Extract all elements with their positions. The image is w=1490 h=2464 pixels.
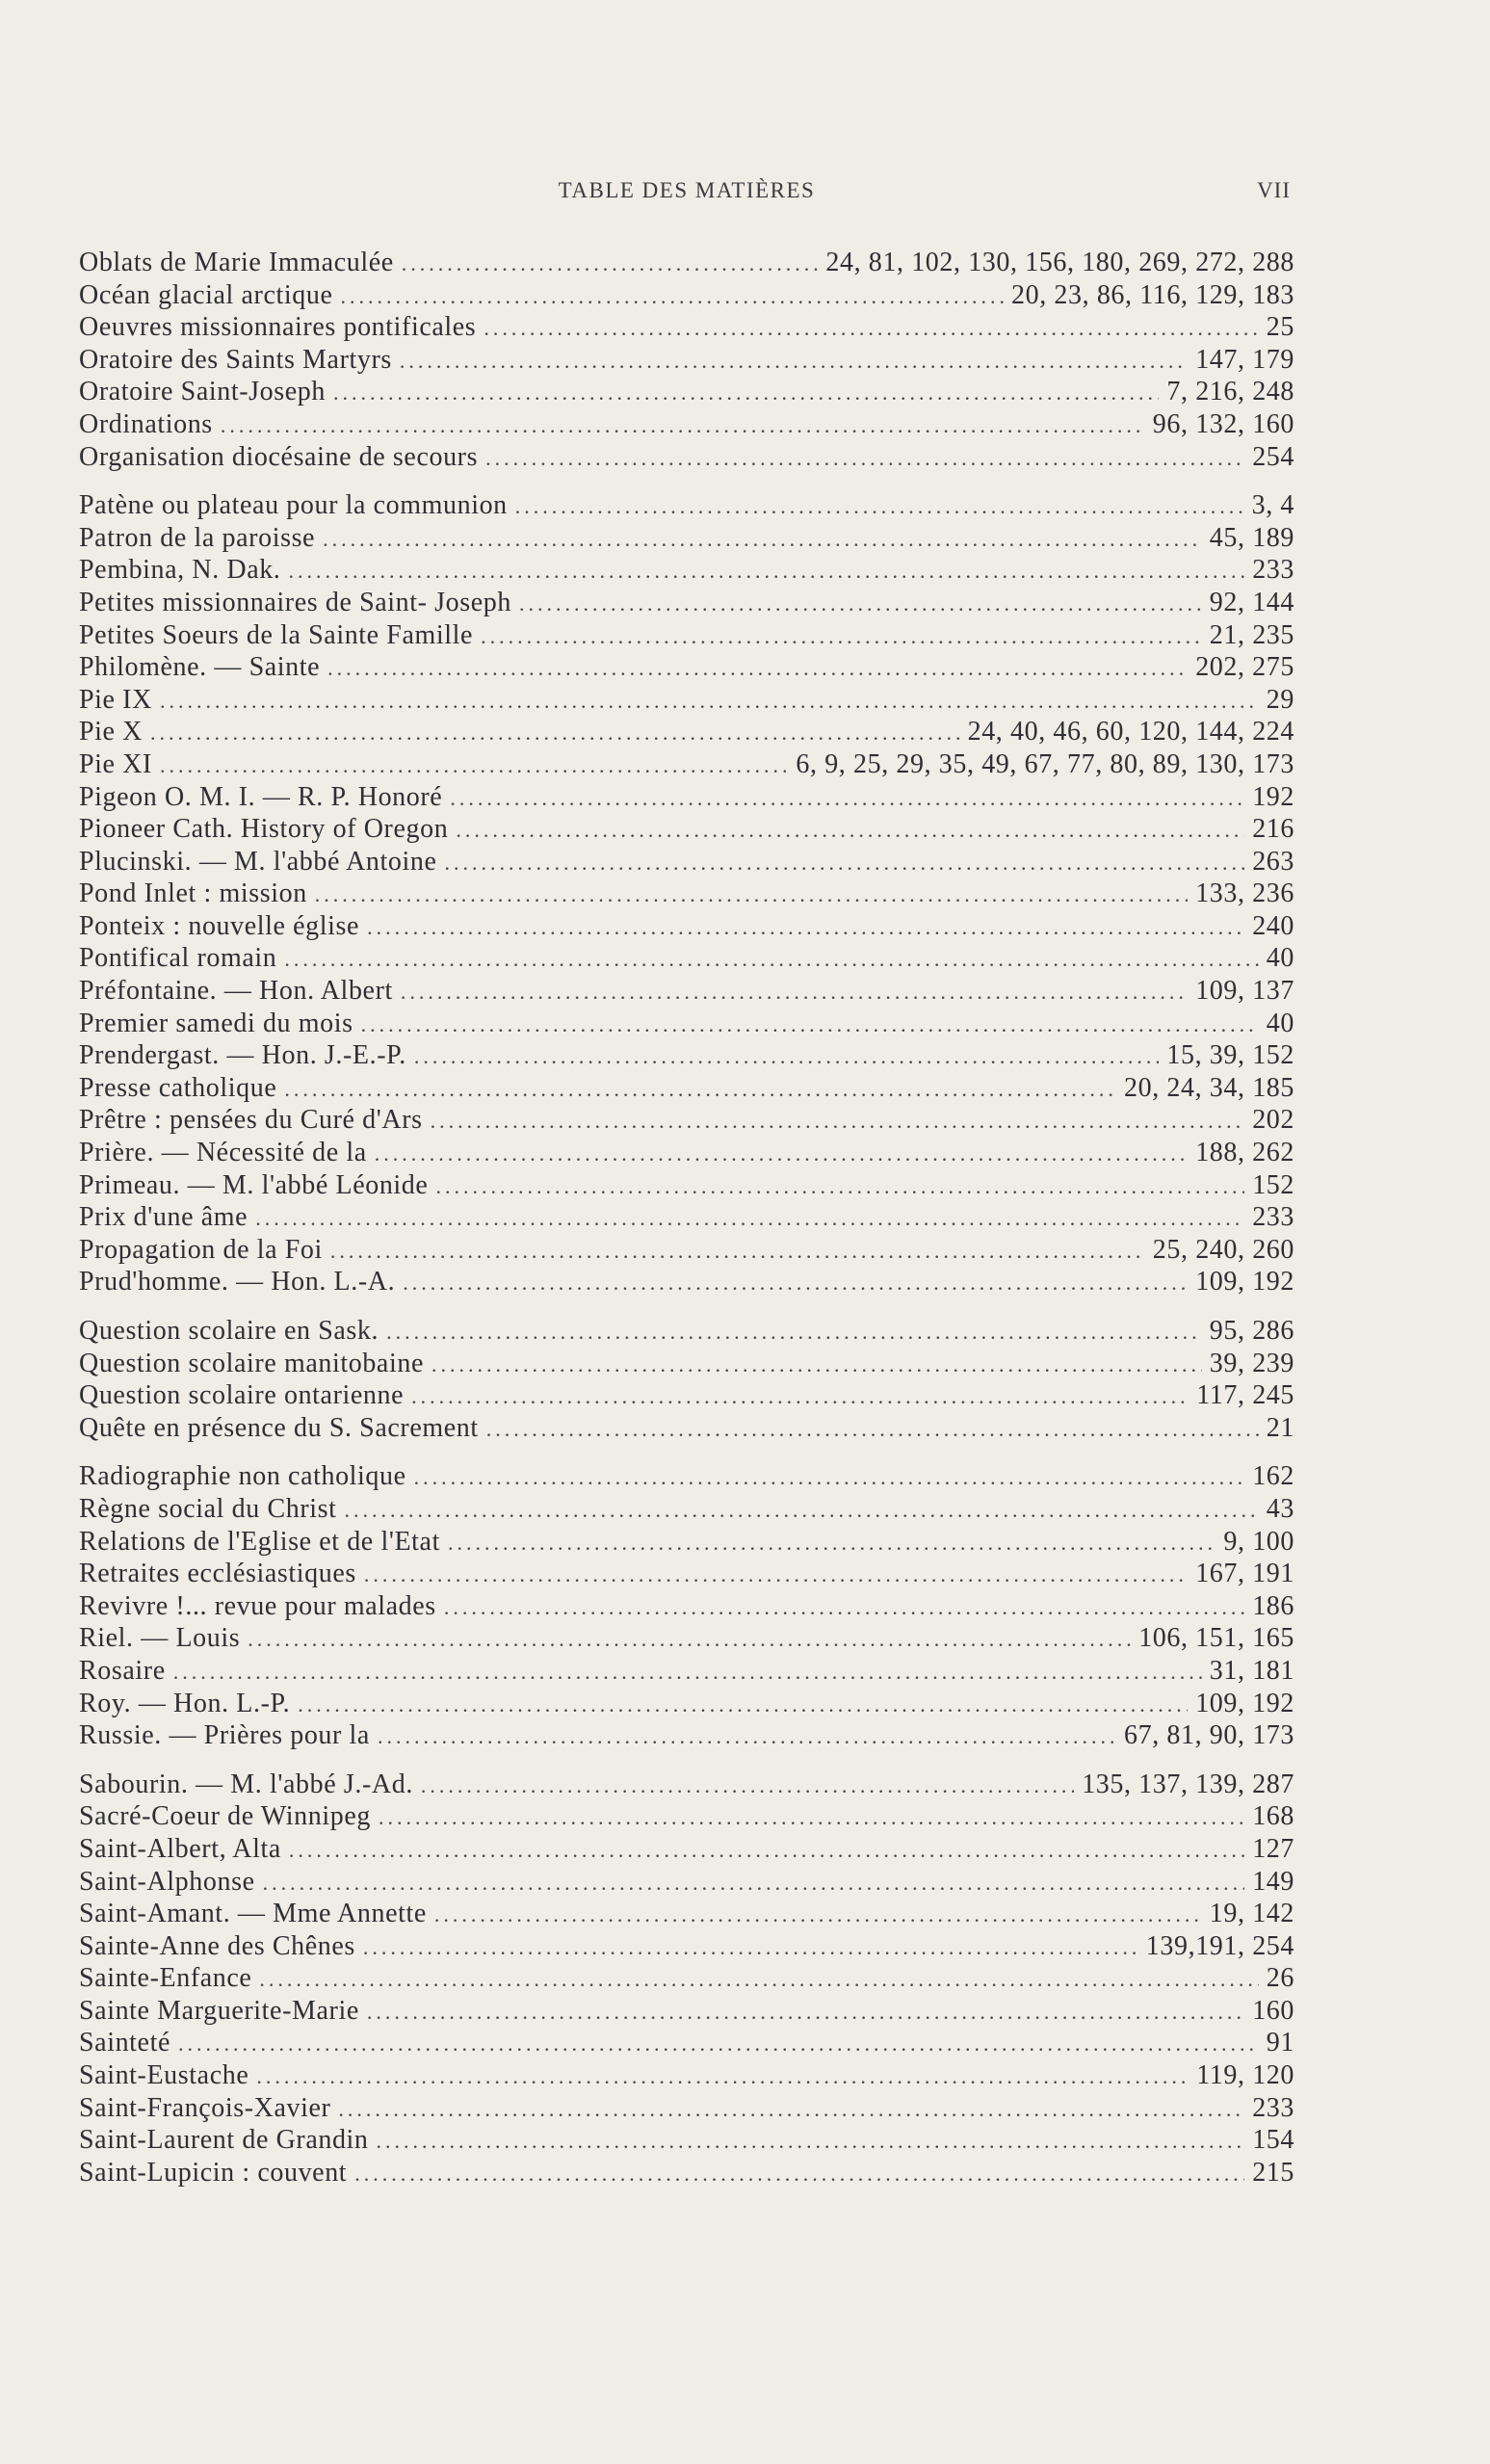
entry-term: Ponteix : nouvelle église	[79, 910, 360, 941]
entry-term: Saint-Laurent de Grandin	[79, 2125, 369, 2156]
entry-pages: 91	[1266, 2028, 1294, 2058]
entry-pages: 9, 100	[1223, 1526, 1294, 1557]
dot-leader	[361, 1009, 1259, 1041]
index-entry	[79, 846, 1294, 878]
entry-pages: 96, 132, 160	[1152, 408, 1294, 439]
entry-pages: 25, 240, 260	[1152, 1234, 1294, 1265]
entry-pages: 215	[1252, 2157, 1294, 2188]
dot-leader	[431, 1349, 1202, 1381]
entry-term: Pembina, N. Dak.	[79, 555, 281, 586]
entry-pages: 43	[1266, 1493, 1294, 1524]
index-entry	[79, 1590, 1294, 1623]
entry-term: Organisation diocésaine de secours	[79, 441, 479, 472]
dot-leader	[414, 1040, 1160, 1073]
index-entry	[79, 1137, 1294, 1169]
dot-leader	[435, 1170, 1244, 1203]
dot-leader	[481, 620, 1202, 653]
entry-pages: 135, 137, 139, 287	[1082, 1769, 1294, 1799]
index-entry	[79, 1655, 1294, 1688]
index-entry	[79, 1719, 1294, 1752]
index-entry	[79, 489, 1294, 522]
index-group	[79, 1769, 1294, 2189]
index-group	[79, 1315, 1294, 1444]
entry-term: Russie. — Prières pour la	[79, 1720, 370, 1751]
entry-pages: 6, 9, 25, 29, 35, 49, 67, 77, 80, 89, 130, 173	[796, 748, 1294, 779]
dot-leader	[363, 1931, 1138, 1964]
dot-leader	[367, 911, 1244, 944]
entry-term: Sainte Marguerite-Marie	[79, 1995, 359, 2026]
entry-term: Pie X	[79, 717, 143, 747]
dot-leader	[315, 878, 1188, 911]
entry-term: Presse catholique	[79, 1072, 277, 1103]
dot-leader	[400, 345, 1188, 378]
entry-term: Océan glacial arctique	[79, 279, 333, 310]
index-entry	[79, 1898, 1294, 1930]
dot-leader	[486, 1413, 1259, 1446]
entry-pages: 167, 191	[1195, 1559, 1294, 1589]
index-entry	[79, 910, 1294, 943]
index-entry	[79, 587, 1294, 619]
dot-leader	[401, 976, 1188, 1009]
index-entry	[79, 311, 1294, 344]
entry-pages: 154	[1252, 2125, 1294, 2156]
entry-term: Primeau. — M. l'abbé Léonide	[79, 1169, 429, 1200]
entry-pages: 109, 192	[1195, 1267, 1294, 1298]
entry-pages: 162	[1252, 1461, 1294, 1492]
dot-leader	[450, 782, 1244, 815]
index-entry	[79, 1072, 1294, 1105]
dot-leader	[378, 1720, 1116, 1753]
entry-pages: 192	[1252, 781, 1294, 812]
index-entry	[79, 1008, 1294, 1040]
dot-leader	[341, 280, 1005, 313]
entry-pages: 240	[1252, 910, 1294, 941]
index-entry	[79, 1769, 1294, 1801]
index-entry	[79, 1800, 1294, 1833]
entry-pages: 139,191, 254	[1145, 1930, 1294, 1961]
index-group	[79, 1460, 1294, 1751]
dot-leader	[259, 1963, 1258, 1996]
dot-leader	[377, 2125, 1245, 2158]
entry-term: Petites Soeurs de la Sainte Famille	[79, 619, 474, 650]
entry-pages: 216	[1252, 814, 1294, 845]
index-entry	[79, 2124, 1294, 2157]
entry-pages: 202, 275	[1195, 652, 1294, 683]
index-entry	[79, 408, 1294, 441]
dot-leader	[173, 1656, 1202, 1689]
dot-leader	[519, 588, 1202, 620]
dot-leader	[221, 409, 1145, 442]
entry-term: Prendergast. — Hon. J.-E.-P.	[79, 1040, 406, 1071]
index-entry	[79, 781, 1294, 814]
index-entry	[79, 748, 1294, 781]
index-entry	[79, 279, 1294, 312]
dot-leader	[256, 2060, 1189, 2093]
entry-term: Pond Inlet : mission	[79, 878, 307, 909]
entry-term: Saint-Eustache	[79, 2060, 249, 2091]
dot-leader	[288, 555, 1244, 588]
index-entry	[79, 1348, 1294, 1380]
entry-term: Saint-Albert, Alta	[79, 1833, 281, 1864]
entry-pages: 39, 239	[1209, 1348, 1294, 1378]
entry-term: Prêtre : pensées du Curé d'Ars	[79, 1105, 423, 1136]
index-entry	[79, 684, 1294, 717]
dot-leader	[284, 943, 1258, 976]
entry-term: Question scolaire manitobaine	[79, 1348, 424, 1378]
dot-leader	[333, 377, 1159, 409]
index-group	[79, 489, 1294, 1298]
index-entry	[79, 1526, 1294, 1559]
entry-pages: 21	[1266, 1412, 1294, 1443]
entry-pages: 109, 137	[1195, 976, 1294, 1007]
entry-pages: 133, 236	[1195, 878, 1294, 909]
dot-leader	[434, 1899, 1202, 1931]
entry-term: Pontifical romain	[79, 943, 277, 974]
entry-term: Rosaire	[79, 1655, 166, 1686]
entry-term: Roy. — Hon. L.-P.	[79, 1688, 291, 1718]
entry-pages: 24, 40, 46, 60, 120, 144, 224	[967, 717, 1294, 747]
entry-term: Relations de l'Eglise et de l'Etat	[79, 1526, 440, 1557]
entry-pages: 31, 181	[1209, 1655, 1294, 1686]
page-number: VII	[1257, 178, 1291, 202]
entry-pages: 147, 179	[1195, 344, 1294, 375]
entry-pages: 109, 192	[1195, 1688, 1294, 1718]
index-entry	[79, 2027, 1294, 2059]
entry-term: Pie IX	[79, 684, 152, 715]
index-entry	[79, 1266, 1294, 1298]
entry-term: Pigeon O. M. I. — R. P. Honoré	[79, 781, 443, 812]
dot-leader	[284, 1073, 1116, 1106]
index-entry	[79, 376, 1294, 408]
index-entry	[79, 1930, 1294, 1963]
index-entry	[79, 441, 1294, 474]
index-entry	[79, 1169, 1294, 1202]
index-entry	[79, 1833, 1294, 1866]
entry-term: Prud'homme. — Hon. L.-A.	[79, 1267, 396, 1298]
index-entry	[79, 1995, 1294, 2028]
entry-pages: 106, 151, 165	[1138, 1623, 1294, 1654]
entry-term: Sacré-Coeur de Winnipeg	[79, 1801, 371, 1832]
index-entry	[79, 1201, 1294, 1234]
dot-leader	[379, 1801, 1244, 1834]
entry-term: Pie XI	[79, 748, 152, 779]
entry-pages: 20, 24, 34, 185	[1124, 1072, 1294, 1103]
dot-leader	[345, 1494, 1259, 1527]
entry-term: Premier samedi du mois	[79, 1008, 353, 1038]
page-header	[79, 178, 1294, 217]
index-entry	[79, 554, 1294, 587]
dot-leader	[327, 652, 1188, 685]
index-entry	[79, 1104, 1294, 1137]
entry-term: Saint-Alphonse	[79, 1866, 255, 1897]
index-entry	[79, 522, 1294, 555]
entry-pages: 233	[1252, 555, 1294, 586]
entry-term: Quête en présence du S. Sacrement	[79, 1412, 479, 1443]
entry-pages: 117, 245	[1196, 1380, 1294, 1411]
entry-term: Propagation de la Foi	[79, 1234, 323, 1265]
index-entry	[79, 942, 1294, 975]
index-group	[79, 247, 1294, 473]
index-entry	[79, 651, 1294, 684]
dot-leader	[448, 1527, 1216, 1560]
entry-term: Saint-Lupicin : couvent	[79, 2157, 348, 2188]
entry-pages: 3, 4	[1251, 490, 1294, 521]
entry-term: Sabourin. — M. l'abbé J.-Ad.	[79, 1769, 413, 1799]
dot-leader	[421, 1769, 1074, 1802]
entry-term: Pioneer Cath. History of Oregon	[79, 814, 449, 845]
index-entry	[79, 2059, 1294, 2092]
entry-pages: 67, 81, 90, 173	[1124, 1720, 1294, 1751]
dot-leader	[150, 717, 960, 749]
entry-pages: 168	[1252, 1801, 1294, 1832]
dot-leader	[330, 1235, 1145, 1268]
entry-term: Revivre !... revue pour malades	[79, 1590, 436, 1621]
entry-term: Oblats de Marie Immaculée	[79, 248, 394, 277]
dot-leader	[354, 2158, 1244, 2190]
entry-term: Riel. — Louis	[79, 1623, 241, 1654]
index-entry	[79, 2092, 1294, 2125]
dot-leader	[160, 685, 1259, 718]
entry-pages: 19, 142	[1209, 1899, 1294, 1929]
entry-pages: 20, 23, 86, 116, 129, 183	[1011, 279, 1294, 310]
dot-leader	[431, 1105, 1245, 1138]
entry-term: Patène ou plateau pour la communion	[79, 490, 508, 521]
index-entry	[79, 1039, 1294, 1072]
dot-leader	[178, 2028, 1259, 2060]
index-entry	[79, 1412, 1294, 1445]
entry-pages: 119, 120	[1196, 2060, 1294, 2091]
entry-pages: 202	[1252, 1105, 1294, 1136]
entry-term: Saint-Amant. — Mme Annette	[79, 1899, 427, 1929]
entry-term: Préfontaine. — Hon. Albert	[79, 976, 393, 1007]
dot-leader	[263, 1867, 1245, 1900]
dot-leader	[338, 2093, 1244, 2126]
dot-leader	[323, 523, 1202, 556]
entry-pages: 40	[1266, 1008, 1294, 1038]
dot-leader	[248, 1623, 1131, 1656]
index-entry	[79, 1460, 1294, 1493]
entry-term: Oratoire des Saints Martyrs	[79, 344, 392, 375]
dot-leader	[444, 847, 1244, 879]
dot-leader	[484, 312, 1258, 345]
dot-leader	[367, 1996, 1244, 2029]
entry-pages: 95, 286	[1209, 1316, 1294, 1346]
entry-term: Patron de la paroisse	[79, 522, 316, 553]
entry-term: Sainteté	[79, 2028, 170, 2058]
dot-leader	[364, 1559, 1188, 1591]
entry-term: Prière. — Nécessité de la	[79, 1138, 367, 1168]
dot-leader	[255, 1202, 1244, 1235]
index-entry	[79, 1493, 1294, 1526]
index-entry	[79, 1866, 1294, 1899]
dot-leader	[298, 1689, 1188, 1721]
entry-pages: 25	[1266, 312, 1294, 343]
dot-leader	[411, 1380, 1189, 1413]
entry-pages: 45, 189	[1209, 522, 1294, 553]
entry-pages: 152	[1252, 1169, 1294, 1200]
entry-pages: 233	[1252, 2092, 1294, 2123]
dot-leader	[444, 1591, 1244, 1624]
dot-leader	[515, 490, 1244, 523]
entry-term: Petites missionnaires de Saint- Joseph	[79, 587, 511, 617]
entry-term: Question scolaire en Sask.	[79, 1316, 379, 1346]
entry-pages: 26	[1266, 1963, 1294, 1994]
page-title: TABLE DES MATIÈRES	[558, 178, 816, 202]
entry-pages: 188, 262	[1195, 1138, 1294, 1168]
index-entry	[79, 1379, 1294, 1412]
index-entry	[79, 344, 1294, 377]
entry-term: Ordinations	[79, 408, 213, 439]
index-entry	[79, 247, 1294, 279]
dot-leader	[456, 814, 1244, 847]
entry-pages: 15, 39, 152	[1166, 1040, 1294, 1071]
index-entry	[79, 619, 1294, 652]
entry-term: Oeuvres missionnaires pontificales	[79, 312, 477, 343]
entry-pages: 7, 216, 248	[1166, 377, 1294, 407]
index-entry	[79, 1622, 1294, 1655]
entry-term: Oratoire Saint-Joseph	[79, 377, 326, 407]
dot-leader	[386, 1316, 1202, 1349]
entry-pages: 29	[1266, 684, 1294, 715]
dot-leader	[160, 749, 788, 782]
entry-pages: 40	[1266, 943, 1294, 974]
entry-term: Philomène. — Sainte	[79, 652, 321, 683]
entry-pages: 24, 81, 102, 130, 156, 180, 269, 272, 288	[825, 248, 1294, 277]
index-entry	[79, 975, 1294, 1008]
entry-term: Retraites ecclésiastiques	[79, 1559, 356, 1589]
entry-pages: 263	[1252, 846, 1294, 877]
index-entry	[79, 1688, 1294, 1720]
dot-leader	[485, 442, 1244, 475]
entry-term: Question scolaire ontarienne	[79, 1380, 405, 1411]
entry-pages: 160	[1252, 1995, 1294, 2026]
entry-term: Prix d'une âme	[79, 1202, 248, 1233]
dot-leader	[403, 1267, 1188, 1299]
entry-pages: 92, 144	[1209, 587, 1294, 617]
index-entry	[79, 1558, 1294, 1590]
entry-term: Plucinski. — M. l'abbé Antoine	[79, 846, 437, 877]
entry-term: Radiographie non catholique	[79, 1461, 406, 1492]
index-entry	[79, 1315, 1294, 1348]
dot-leader	[402, 248, 819, 280]
entry-pages: 254	[1252, 441, 1294, 472]
index-entry	[79, 813, 1294, 846]
dot-leader	[414, 1461, 1245, 1494]
entry-term: Règne social du Christ	[79, 1493, 337, 1524]
index-entry	[79, 1962, 1294, 1995]
entry-term: Saint-François-Xavier	[79, 2092, 331, 2123]
entry-pages: 149	[1252, 1866, 1294, 1897]
index-list	[79, 247, 1294, 2205]
entry-pages: 127	[1252, 1833, 1294, 1864]
entry-term: Sainte-Anne des Chênes	[79, 1930, 355, 1961]
dot-leader	[289, 1834, 1244, 1867]
entry-pages: 21, 235	[1209, 619, 1294, 650]
index-entry	[79, 1234, 1294, 1267]
index-entry	[79, 2157, 1294, 2189]
entry-term: Sainte-Enfance	[79, 1963, 252, 1994]
dot-leader	[375, 1138, 1188, 1170]
entry-pages: 233	[1252, 1202, 1294, 1233]
entry-pages: 186	[1252, 1590, 1294, 1621]
index-entry	[79, 878, 1294, 910]
index-entry	[79, 716, 1294, 748]
